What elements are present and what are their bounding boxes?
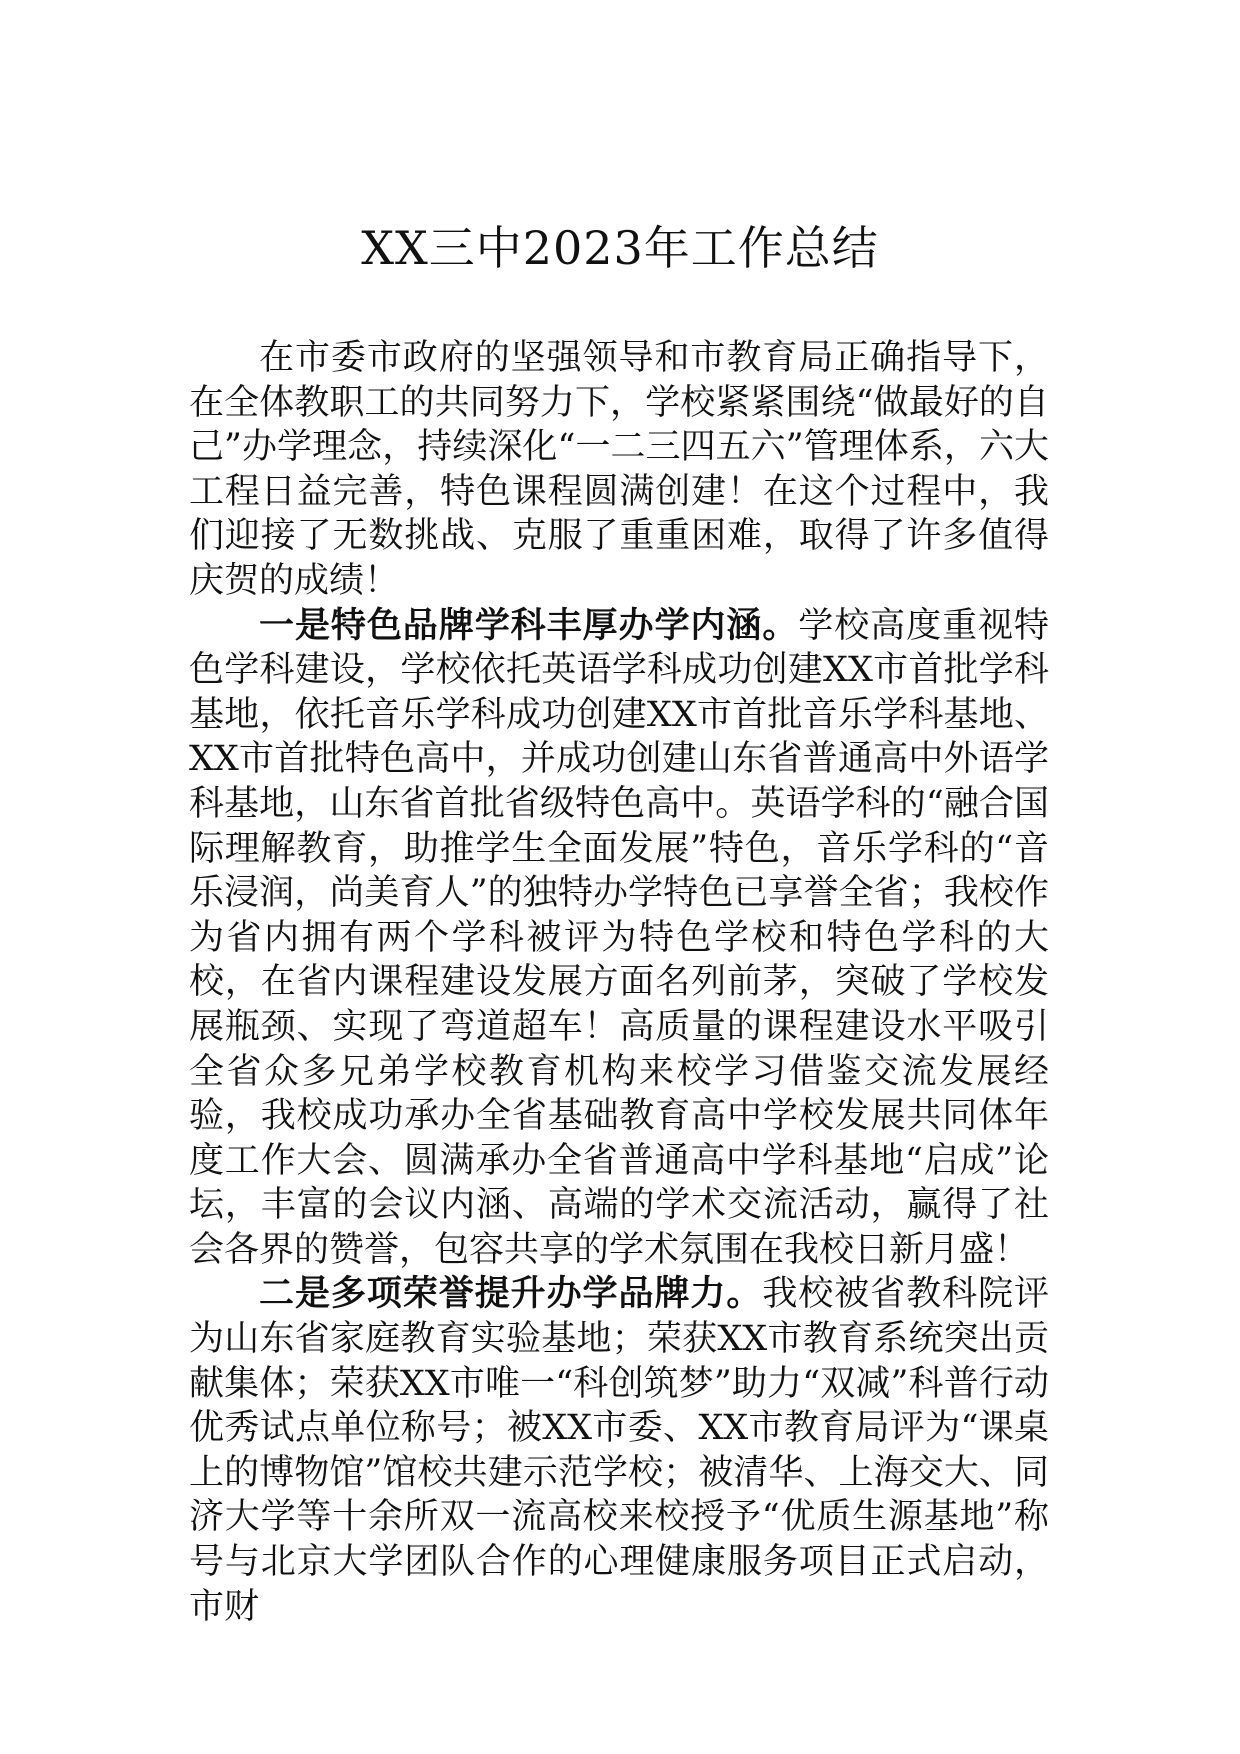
document-body [189,336,1049,1629]
paragraph-section-1 [189,604,1049,1273]
paragraph-text: 在市委市政府的坚强领导和市教育局正确指导下，在全体教职工的共同努力下，学校紧紧围绕“做最好的自己”办学理念，持续深化“一二三四五六”管理体系，六大工程日益完善，特色课程圆满创建！在这个过程中，我们迎接了无数挑战、克服了重重困难，取得了许多值得庆贺的成绩！ [189,338,1049,601]
paragraph-lead: 一是特色品牌学科丰厚办学内涵。 [259,604,799,646]
paragraph-lead: 二是多项荣誉提升办学品牌力。 [259,1273,763,1315]
paragraph-text: 我校被省教科院评为山东省家庭教育实验基地；荣获XX市教育系统突出贡献集体；荣获XX市唯一“科创筑梦”助力“双减”科普行动优秀试点单位称号；被XX市委、XX市教育局评为“课桌上的博物馆”馆校共建示范学校；被清华、上海交大、同济大学等十余所双一流高校来校授予“优质生源基地”称号与北京大学团队合作的心理健康服务项目正式启动，市财 [189,1274,1049,1627]
paragraph-intro [189,336,1049,604]
paragraph-text: 学校高度重视特色学科建设，学校依托英语学科成功创建XX市首批学科基地，依托音乐学科成功创建XX市首批音乐学科基地、XX市首批特色高中，并成功创建山东省普通高中外语学科基地，山东省首批省级特色高中。英语学科的“融合国际理解教育，助推学生全面发展”特色，音乐学科的“音乐浸润，尚美育人”的独特办学特色已享誉全省；我校作为省内拥有两个学科被评为特色学校和特色学科的大校，在省内课程建设发展方面名列前茅，突破了学校发展瓶颈、实现了弯道超车！高质量的课程建设水平吸引全省众多兄弟学校教育机构来校学习借鉴交流发展经验，我校成功承办全省基础教育高中学校发展共同体年度工作大会、圆满承办全省普通高中学科基地“启成”论坛，丰富的会议内涵、高端的学术交流活动，赢得了社会各界的赞誉，包容共享的学术氛围在我校日新月盛！ [189,605,1049,1270]
page-title: XX三中2023年工作总结 [361,221,879,275]
paragraph-section-2 [189,1272,1049,1629]
